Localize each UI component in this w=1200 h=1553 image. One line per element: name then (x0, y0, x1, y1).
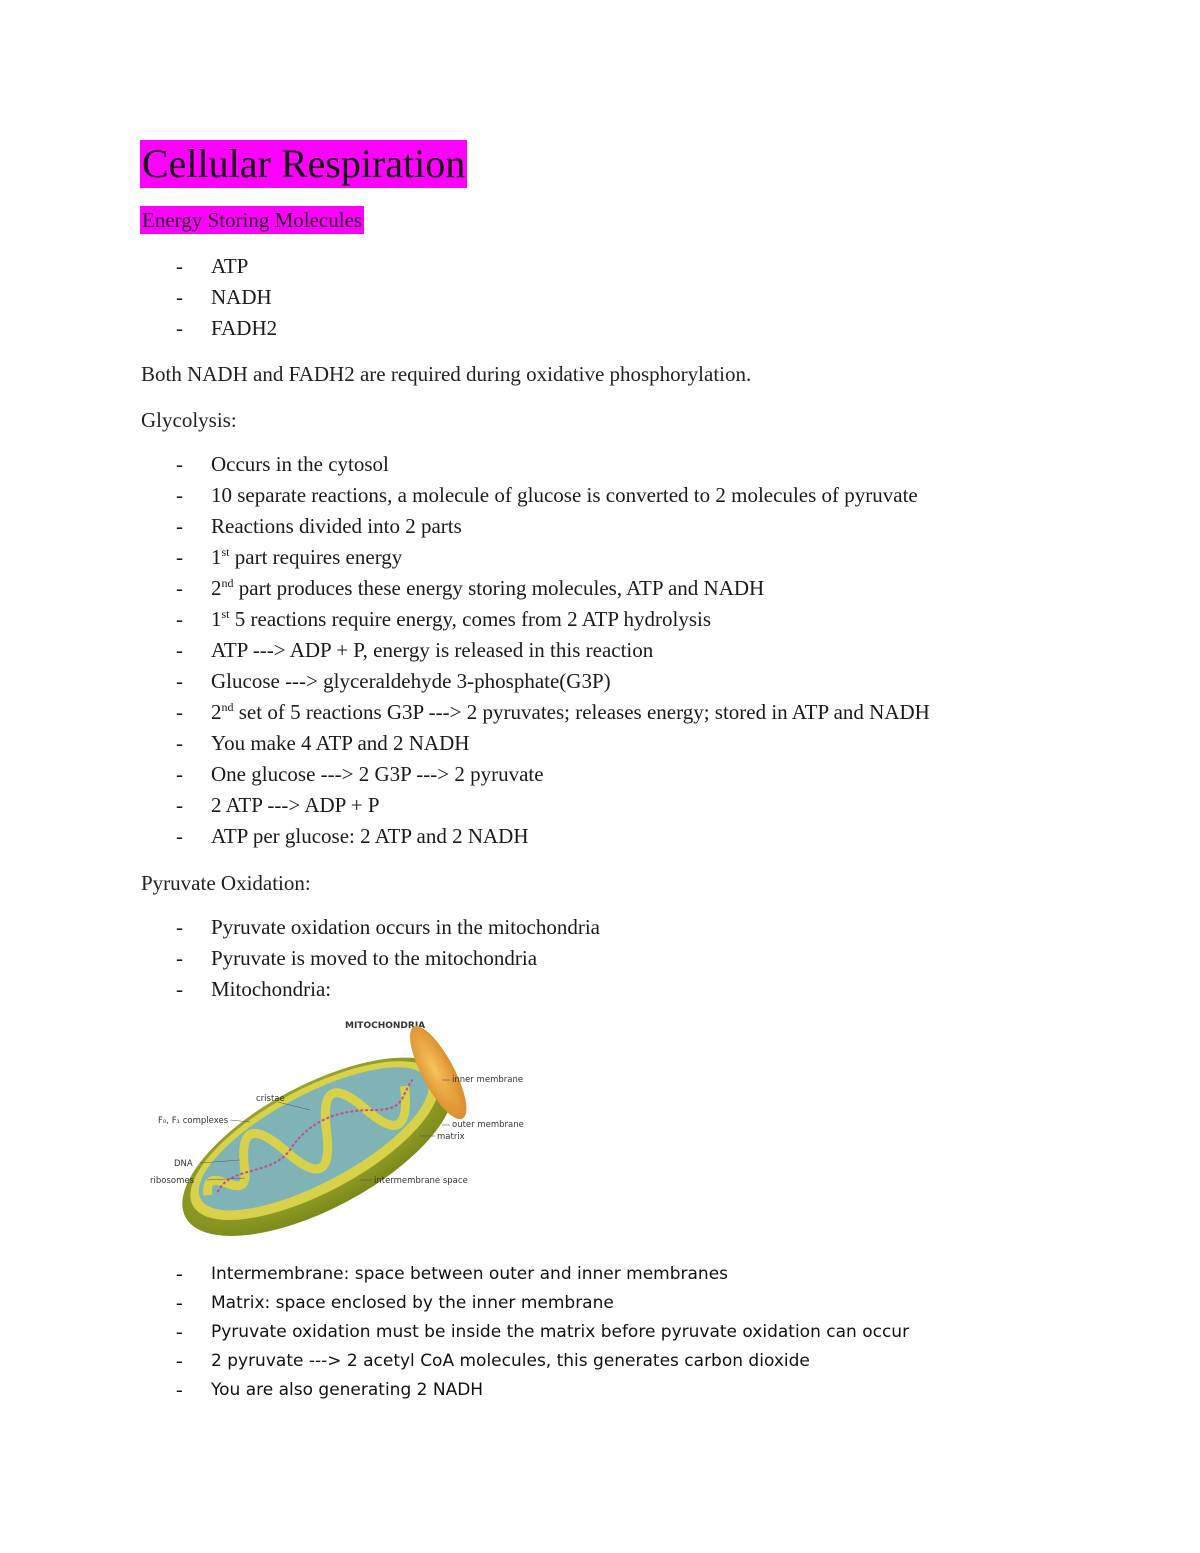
dash-bullet: - (176, 1292, 183, 1314)
document-page: Cellular Respiration Energy Storing Molecules - ATP - NADH - FADH2 Both NADH and FADH2 are required during oxidative phosphorylation. Glycolysis: - Occurs in the cytosol - 10 separate reactions, a molecule of glucose is converted to 2 molecules of pyruvate - Reactions divided into 2 parts - 1st part requires energy - 2nd part produces these energy storing molecules, ATP and NADH - 1st 5 reactions require energy, comes from 2 ATP hydrolysis - ATP ---> ADP + P, energy is released in this reaction - Glucose ---> glyceraldehyde 3-phosphate(G3P) - 2nd set of 5 reactions G3P ---> 2 pyruvates; releases energy; stored in ATP and NADH - You make 4 ATP and 2 NADH - One glucose ---> 2 G3P ---> 2 pyruvate - 2 ATP ---> ADP + P - ATP per glucose: 2 ATP and 2 NADH Pyruvate Oxidation: - Pyruvate oxidation occurs in the mitochondria - Pyruvate is moved to the mitochondria - Mitochondria: MITOCHONDRIA inner membrane cristae F₀, F₁ complexes outer membrane matrix DNA ribosomes intermembrane space - Intermembrane: space between outer and inner membranes - Matrix: space enclosed by the inner membrane - Pyruvate oxidation must be inside the matrix before pyruvate oxidation can occur - 2 pyruvate ---> 2 acetyl CoA molecules, this generates carbon dioxide - You are also generating 2 NADH (0, 0, 1200, 1553)
dash-bullet: - (176, 1321, 183, 1343)
dash-bullet: - (176, 762, 183, 786)
page-title: Cellular Respiration (142, 141, 466, 186)
dash-bullet: - (176, 669, 183, 693)
dash-bullet: - (176, 638, 183, 662)
dash-bullet: - (176, 1350, 183, 1372)
pyruvate-heading: Pyruvate Oxidation: (141, 871, 311, 895)
label-intermembrane-space: intermembrane space (374, 1176, 468, 1186)
label-dna: DNA (174, 1159, 193, 1169)
dash-bullet: - (176, 731, 183, 755)
dash-bullet: - (176, 514, 183, 538)
glycolysis-heading: Glycolysis: (141, 408, 237, 432)
dash-bullet: - (176, 1379, 183, 1401)
label-complexes: F₀, F₁ complexes (158, 1116, 229, 1126)
label-outer-membrane: outer membrane (452, 1120, 524, 1130)
dash-bullet: - (176, 576, 183, 600)
label-ribosomes: ribosomes (150, 1176, 195, 1186)
dash-bullet: - (176, 977, 183, 1001)
label-cristae: cristae (256, 1094, 285, 1104)
dash-bullet: - (176, 824, 183, 848)
dash-bullet: - (176, 793, 183, 817)
dash-bullet: - (176, 285, 183, 309)
section-heading-energy-molecules: Energy Storing Molecules (142, 208, 363, 232)
label-inner-membrane: inner membrane (452, 1075, 524, 1085)
mitochondria-diagram (150, 1010, 540, 1245)
dash-bullet: - (176, 452, 183, 476)
diagram-title: MITOCHONDRIA (345, 1021, 426, 1031)
both-sentence: Both NADH and FADH2 are required during oxidative phosphorylation. (141, 362, 752, 386)
dash-bullet: - (176, 1263, 183, 1285)
dash-bullet: - (176, 700, 183, 724)
dash-bullet: - (176, 607, 183, 631)
dash-bullet: - (176, 483, 183, 507)
dash-bullet: - (176, 915, 183, 939)
dash-bullet: - (176, 316, 183, 340)
label-matrix: matrix (437, 1132, 465, 1142)
dash-bullet: - (176, 545, 183, 569)
dash-bullet: - (176, 946, 183, 970)
dash-bullet: - (176, 254, 183, 278)
